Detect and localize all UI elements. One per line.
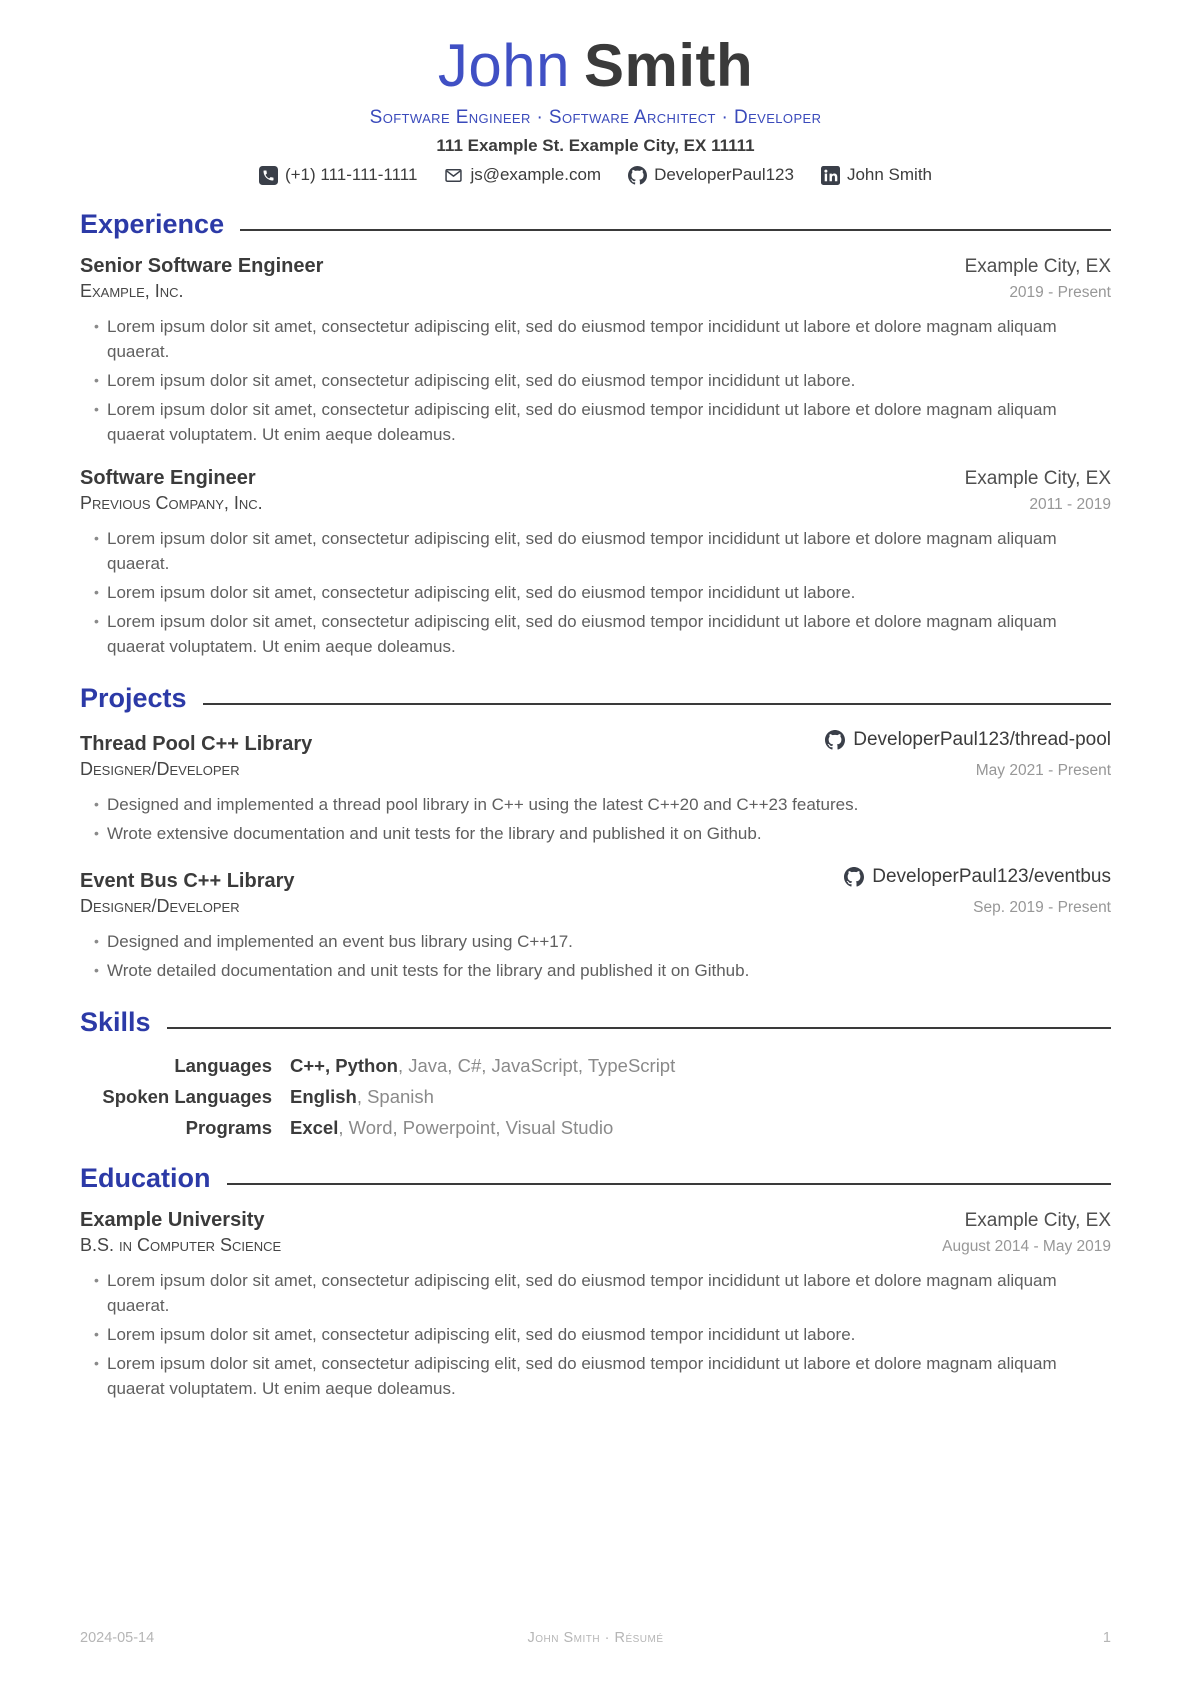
- email-icon: [444, 166, 463, 185]
- job-location: Example City, EX: [964, 468, 1111, 489]
- resume-header: [80, 34, 1111, 185]
- bullet-item: • Lorem ipsum dolor sit amet, consectetur adipiscing elit, sed do eiusmod tempor incididunt ut labore et dolore magnam aliquam quaerat voluptatem. Ut enim aeque doleamus.: [94, 609, 1111, 659]
- skill-value-rest: , Word, Powerpoint, Visual Studio: [338, 1117, 614, 1138]
- project-dates: Sep. 2019 - Present: [973, 899, 1111, 916]
- bullet-item: • Wrote detailed documentation and unit tests for the library and published it on Github.: [94, 958, 1111, 983]
- skill-value-rest: , Java, C#, JavaScript, TypeScript: [397, 1055, 676, 1076]
- bullet-item: • Lorem ipsum dolor sit amet, consectetur adipiscing elit, sed do eiusmod tempor incididunt ut labore.: [94, 368, 1111, 393]
- skill-value-strong: C++,: [290, 1055, 336, 1076]
- last-name: Smith: [583, 32, 754, 99]
- section-skills: [80, 1005, 1111, 1139]
- tagline: Software Engineer · Software Architect · Developer: [369, 107, 822, 128]
- project-repo-text: DeveloperPaul123/eventbus: [872, 866, 1111, 887]
- bullet-item: • Wrote extensive documentation and unit tests for the library and published it on Github.: [94, 821, 1111, 846]
- skills-grid: [80, 1055, 1111, 1139]
- skill-values: [290, 1055, 1111, 1077]
- section-title-education: Education: [80, 1163, 211, 1193]
- project-bullets: [80, 792, 1111, 846]
- bullet-item: • Lorem ipsum dolor sit amet, consectetur adipiscing elit, sed do eiusmod tempor incididunt ut labore et dolore magnam aliquam quaerat.: [94, 526, 1111, 576]
- section-head-projects: [80, 681, 1111, 715]
- section-education: [80, 1161, 1111, 1401]
- footer-title: John Smith · Résumé: [527, 1630, 664, 1646]
- bullet-item: • Lorem ipsum dolor sit amet, consectetur adipiscing elit, sed do eiusmod tempor incididunt ut labore.: [94, 580, 1111, 605]
- bullet-item: • Lorem ipsum dolor sit amet, consectetur adipiscing elit, sed do eiusmod tempor incididunt ut labore.: [94, 1322, 1111, 1347]
- bullet-item: • Designed and implemented an event bus library using C++17.: [94, 929, 1111, 954]
- section-projects: [80, 681, 1111, 983]
- github-icon: [825, 730, 845, 750]
- project-title: Event Bus C++ Library: [80, 870, 295, 892]
- project-role: Designer/Developer: [80, 896, 240, 916]
- job-location: Example City, EX: [964, 256, 1111, 277]
- address: 111 Example St. Example City, EX 11111: [436, 136, 755, 155]
- skill-value-strong: Excel: [290, 1117, 339, 1138]
- job-dates: 2019 - Present: [1009, 284, 1111, 301]
- job-title: Senior Software Engineer: [80, 255, 324, 277]
- section-experience: [80, 207, 1111, 659]
- bullet-item: • Designed and implemented a thread pool library in C++ using the latest C++20 and C++23 features.: [94, 792, 1111, 817]
- experience-entry: [80, 255, 1111, 447]
- skill-values: [290, 1086, 1111, 1108]
- section-rule: [167, 1027, 1111, 1029]
- linkedin-icon: [821, 166, 840, 185]
- contact-row: [80, 165, 1111, 185]
- bullet-item: • Lorem ipsum dolor sit amet, consectetur adipiscing elit, sed do eiusmod tempor incididunt ut labore et dolore magnam aliquam quaerat.: [94, 314, 1111, 364]
- bullet-item: • Lorem ipsum dolor sit amet, consectetur adipiscing elit, sed do eiusmod tempor incididunt ut labore et dolore magnam aliquam quaerat.: [94, 1268, 1111, 1318]
- section-head-experience: [80, 207, 1111, 241]
- full-name: [80, 34, 1111, 98]
- job-dates: 2011 - 2019: [1029, 496, 1111, 513]
- section-title-experience: Experience: [80, 209, 225, 239]
- bullet-item: • Lorem ipsum dolor sit amet, consectetur adipiscing elit, sed do eiusmod tempor incididunt ut labore et dolore magnam aliquam quaerat voluptatem. Ut enim aeque doleamus.: [94, 397, 1111, 447]
- education-dates: August 2014 - May 2019: [942, 1238, 1111, 1255]
- section-title-projects: Projects: [80, 683, 187, 713]
- project-entry: [80, 729, 1111, 846]
- section-rule: [227, 1183, 1111, 1185]
- project-dates: May 2021 - Present: [975, 762, 1111, 779]
- section-title-skills: Skills: [80, 1007, 151, 1037]
- job-organization: Previous Company, Inc.: [80, 493, 263, 513]
- skill-values: [290, 1117, 1111, 1139]
- footer-date: 2024-05-14: [80, 1630, 155, 1646]
- project-title: Thread Pool C++ Library: [80, 733, 313, 755]
- page-footer: [80, 1630, 1111, 1646]
- skill-value-rest: , Spanish: [356, 1086, 434, 1107]
- school-location: Example City, EX: [964, 1210, 1111, 1231]
- experience-entry: [80, 467, 1111, 659]
- page-number: 1: [1102, 1630, 1111, 1646]
- job-title: Software Engineer: [80, 467, 256, 489]
- project-bullets: [80, 929, 1111, 983]
- job-bullets: [80, 526, 1111, 659]
- degree: B.S. in Computer Science: [80, 1235, 282, 1255]
- bullet-item: • Lorem ipsum dolor sit amet, consectetur adipiscing elit, sed do eiusmod tempor incididunt ut labore et dolore magnam aliquam quaerat voluptatem. Ut enim aeque doleamus.: [94, 1351, 1111, 1401]
- email-link[interactable]: [444, 165, 601, 185]
- project-repo-link[interactable]: [844, 866, 1111, 888]
- email-text: js@example.com: [470, 165, 602, 184]
- project-role: Designer/Developer: [80, 759, 240, 779]
- phone-text: (+1) 111-111-1111: [284, 165, 418, 184]
- phone-link[interactable]: [259, 165, 417, 185]
- phone-icon: [259, 166, 278, 185]
- github-username: DeveloperPaul123: [654, 165, 794, 184]
- section-head-education: [80, 1161, 1111, 1195]
- project-repo-link[interactable]: [825, 729, 1111, 751]
- linkedin-name: John Smith: [846, 165, 933, 184]
- github-link[interactable]: [628, 165, 794, 185]
- github-icon: [628, 166, 647, 185]
- skill-label: Spoken Languages: [102, 1086, 272, 1107]
- skill-value-strong: English: [290, 1086, 357, 1107]
- job-bullets: [80, 314, 1111, 447]
- section-head-skills: [80, 1005, 1111, 1039]
- github-icon: [844, 867, 864, 887]
- education-bullets: [80, 1268, 1111, 1401]
- skill-label: Programs: [185, 1117, 272, 1138]
- skill-label: Languages: [174, 1055, 272, 1076]
- job-organization: Example, Inc.: [80, 281, 184, 301]
- skill-value-strong: Python: [335, 1055, 398, 1076]
- first-name: John: [437, 32, 570, 99]
- linkedin-link[interactable]: [821, 165, 932, 185]
- school-name: Example University: [80, 1209, 265, 1231]
- section-rule: [203, 703, 1111, 705]
- project-repo-text: DeveloperPaul123/thread-pool: [853, 729, 1111, 750]
- section-rule: [240, 229, 1111, 231]
- project-entry: [80, 866, 1111, 983]
- education-entry: [80, 1209, 1111, 1401]
